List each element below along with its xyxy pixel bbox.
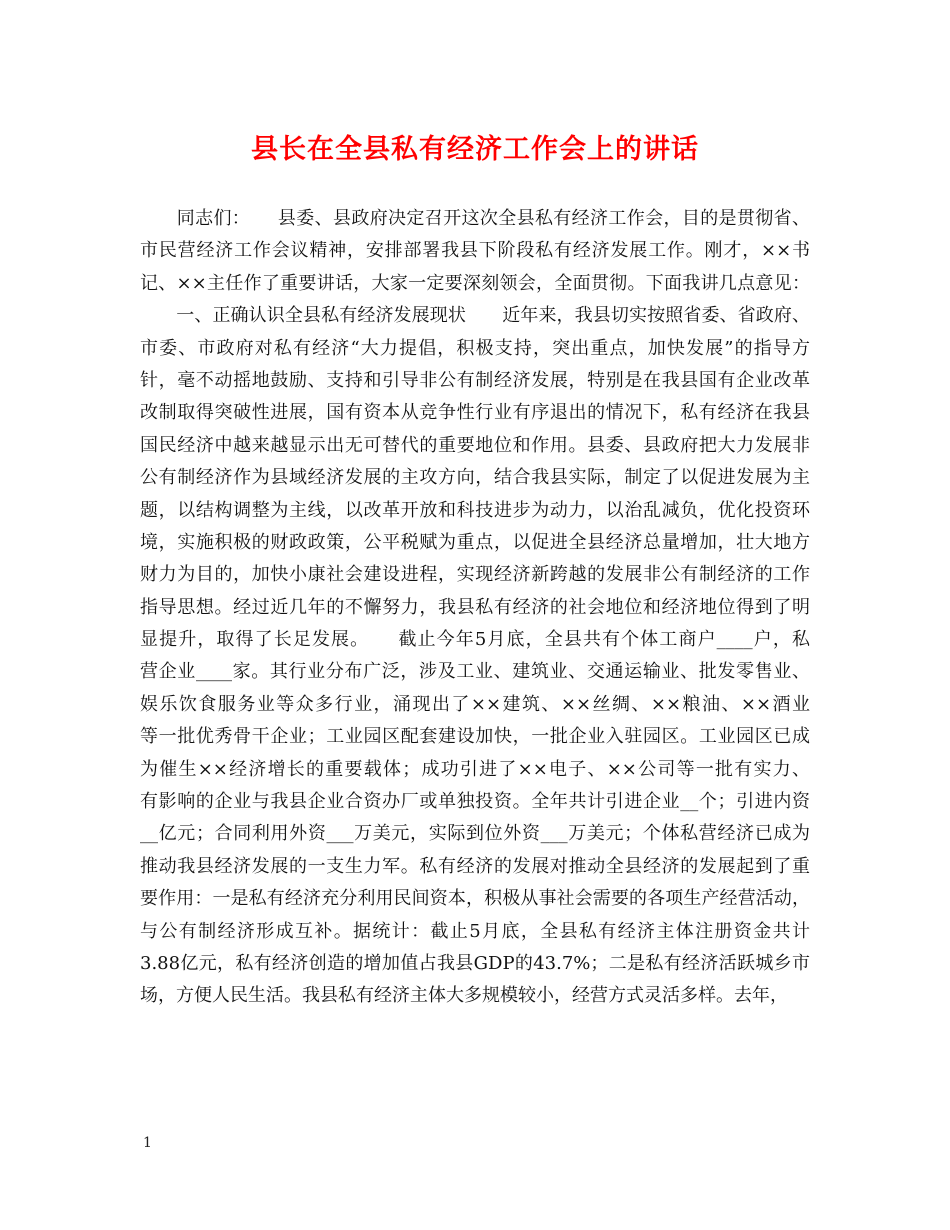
body-line: 娱乐饮食服务业等众多行业，涌现出了××建筑、××丝绸、××粮油、××酒业 (140, 693, 810, 715)
document-body (140, 203, 810, 1013)
body-line: 与公有制经济形成互补。据统计：截止5月底，全县私有经济主体注册资金共计 (140, 920, 810, 942)
body-line: 推动我县经济发展的一支生力军。私有经济的发展对推动全县经济的发展起到了重 (140, 855, 810, 877)
document-title: 县长在全县私有经济工作会上的讲话 (251, 134, 699, 165)
body-line: 国民经济中越来越显示出无可替代的重要地位和作用。县委、县政府把大力发展非 (140, 434, 810, 456)
body-line: 为催生××经济增长的重要载体；成功引进了××电子、××公司等一批有实力、 (140, 758, 810, 780)
body-line: 3.88亿元，私有经济创造的增加值占我县GDP的43.7%；二是私有经济活跃城乡市 (140, 952, 810, 974)
body-line: 公有制经济作为县域经济发展的主攻方向，结合我县实际，制定了以促进发展为主 (140, 467, 810, 489)
body-line: 显提升，取得了长足发展。 截止今年5月底，全县共有个体工商户____户，私 (140, 629, 810, 651)
body-line: 市民营经济工作会议精神，安排部署我县下阶段私有经济发展工作。刚才，××书 (140, 240, 810, 262)
body-line: 针，毫不动摇地鼓励、支持和引导非公有制经济发展，特别是在我县国有企业改革 (140, 369, 810, 391)
page-number: 1 (143, 1135, 152, 1151)
body-line: 境，实施积极的财政政策，公平税赋为重点，以促进全县经济总量增加，壮大地方 (140, 531, 810, 553)
body-line: 场，方便人民生活。我县私有经济主体大多规模较小，经营方式灵活多样。去年， (140, 985, 788, 1007)
body-line: 一、正确认识全县私有经济发展现状 近年来，我县切实按照省委、省政府、 (140, 305, 810, 327)
body-line: 同志们： 县委、县政府决定召开这次全县私有经济工作会，目的是贯彻省、 (140, 208, 810, 229)
body-line: 题，以结构调整为主线，以改革开放和科技进步为动力，以治乱减负，优化投资环 (140, 499, 810, 521)
body-line: 改制取得突破性进展，国有资本从竞争性行业有序退出的情况下，私有经济在我县 (140, 402, 810, 424)
body-line: 要作用：一是私有经济充分利用民间资本，积极从事社会需要的各项生产经营活动， (140, 888, 810, 910)
body-line: 有影响的企业与我县企业合资办厂或单独投资。全年共计引进企业__个；引进内资 (140, 791, 810, 813)
body-line: 营企业____家。其行业分布广泛，涉及工业、建筑业、交通运输业、批发零售业、 (140, 661, 810, 683)
body-line: __亿元；合同利用外资___万美元，实际到位外资___万美元；个体私营经济已成为 (140, 823, 810, 845)
body-line: 记、××主任作了重要讲话，大家一定要深刻领会，全面贯彻。下面我讲几点意见： (140, 272, 810, 294)
body-line: 指导思想。经过近几年的不懈努力，我县私有经济的社会地位和经济地位得到了明 (140, 596, 810, 618)
body-line: 市委、市政府对私有经济“大力提倡，积极支持，突出重点，加快发展”的指导方 (140, 337, 810, 359)
body-line: 财力为目的，加快小康社会建设进程，实现经济新跨越的发展非公有制经济的工作 (140, 564, 810, 586)
body-line: 等一批优秀骨干企业；工业园区配套建设加快，一批企业入驻园区。工业园区已成 (140, 726, 810, 748)
